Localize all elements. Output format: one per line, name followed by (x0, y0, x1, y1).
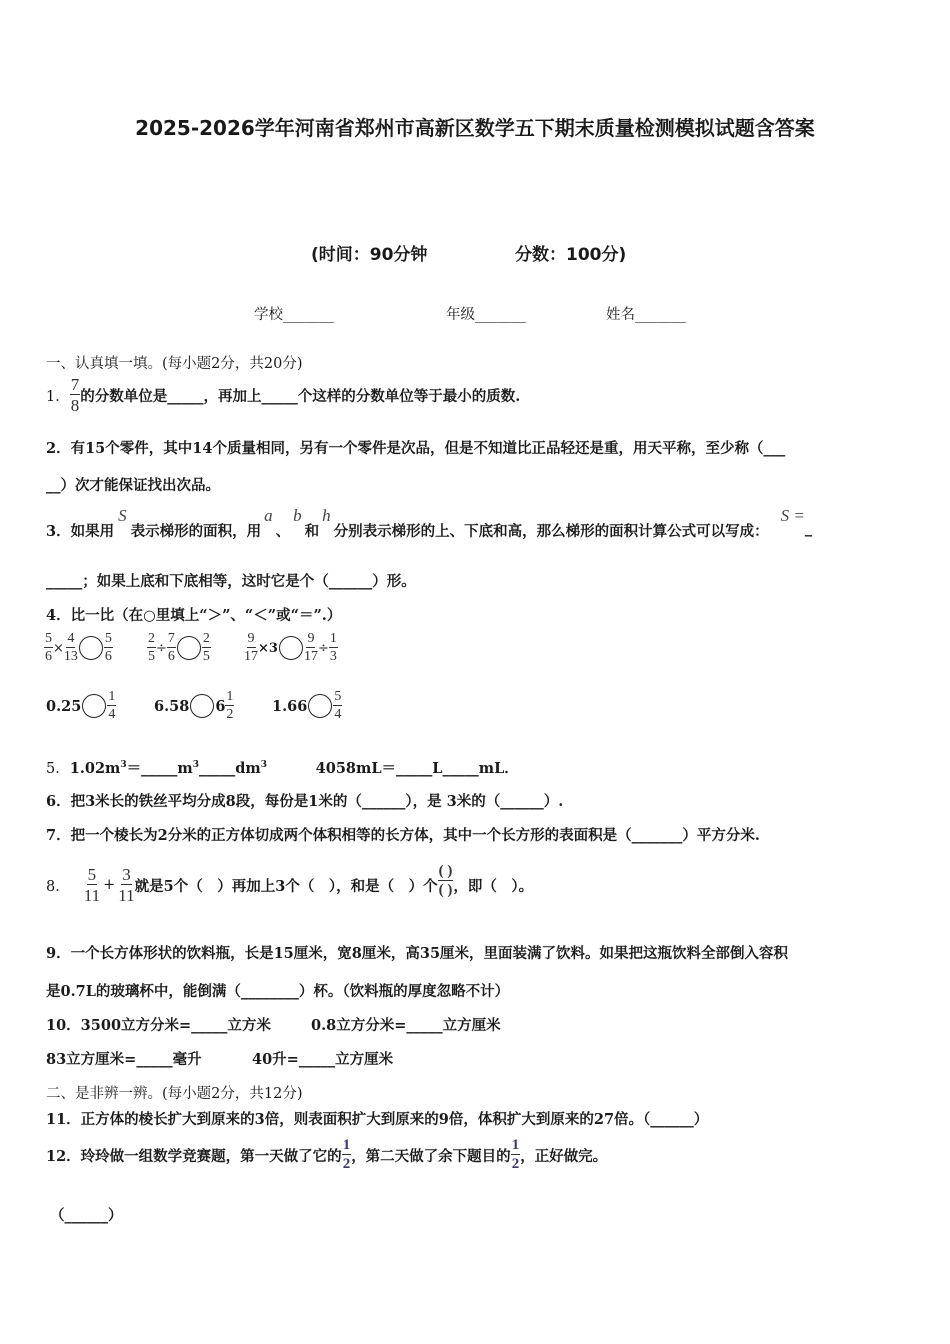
frac-num: 1 (226, 689, 234, 704)
q4-r1c-op: ×3 (258, 640, 278, 656)
frac-num: 5 (104, 631, 112, 646)
q12-frac2 (511, 1138, 521, 1172)
question-3 (46, 506, 812, 546)
question-10-c: 83立方厘米=_____毫升 (46, 1051, 202, 1068)
question-2-line1: 2．有15个零件，其中14个质量相同，另有一个零件是次品，但是不知道比正品轻还是重，用天平称，至少称（___ (46, 440, 786, 457)
frac-den: 6 (104, 649, 112, 664)
q1-number: 1． (46, 388, 70, 405)
q4-r1c-frac3 (329, 632, 338, 664)
q1-fraction (70, 376, 81, 414)
question-5 (46, 757, 519, 778)
question-12-answer[interactable]: （______） (50, 1207, 123, 1224)
q8-text-1: 就是5个（ ）再加上3个（ ），和是（ ）个 (134, 877, 438, 895)
q5-part2: ＝_____m (126, 760, 193, 777)
q3-formula-blank: _ (804, 520, 813, 537)
q4-compare-3 (244, 632, 338, 664)
q4-r2b-answer-circle[interactable] (190, 694, 214, 718)
frac-num: ( ) (438, 863, 453, 879)
q4-r2a-answer-circle[interactable] (82, 694, 106, 718)
q12-frac1 (342, 1138, 352, 1172)
q12-text-3: ，正好做完。 (520, 1147, 608, 1165)
q4-r1c-op2: ÷ (317, 640, 329, 656)
q3-formula: S = (780, 506, 805, 525)
q4-r1b-frac1 (147, 632, 156, 664)
q5-number: 5． (46, 761, 70, 777)
frac-num: 5 (45, 631, 52, 646)
q4-r2a-value: 0.25 (46, 697, 82, 715)
q4-r1a-answer-circle[interactable] (79, 636, 103, 660)
q8-text-2: ，即（ ）。 (453, 877, 534, 895)
q4-r1a-frac1 (44, 632, 53, 664)
frac-den: 11 (118, 886, 135, 905)
frac-num: 1 (511, 1137, 520, 1153)
q4-r2c-frac (333, 690, 342, 722)
school-field[interactable]: 学校_______ (254, 307, 334, 323)
q8-frac2 (118, 866, 134, 904)
frac-den: 13 (63, 649, 78, 664)
q4-r2b-frac (225, 690, 234, 722)
q3-text-1: 3．如果用 (46, 523, 115, 540)
q4-r2c-answer-circle[interactable] (308, 694, 332, 718)
q4-r1c-answer-circle[interactable] (279, 636, 303, 660)
q4-r1c-frac1 (244, 632, 258, 664)
q8-plus: + (103, 877, 116, 893)
q4-r1b-frac3 (202, 632, 211, 664)
q4-compare-4 (46, 690, 116, 722)
frac-num: 1 (342, 1137, 351, 1153)
q12-text-2: ，第二天做了余下题目的 (351, 1147, 511, 1165)
question-11: 11．正方体的棱长扩大到原来的3倍，则表面积扩大到原来的9倍，体积扩大到原来的27倍。（______） (46, 1111, 709, 1128)
q3-var-b: b (293, 506, 302, 525)
q4-r1c-frac2 (304, 632, 318, 664)
frac-den: 11 (83, 886, 101, 905)
q4-compare-2 (147, 632, 211, 664)
frac-num: 1 (108, 689, 116, 704)
q5-sup-1: 3 (120, 760, 127, 771)
frac-num: 9 (307, 631, 315, 646)
q4-r2b-whole: 6 (215, 697, 226, 715)
frac-den: ( ) (438, 882, 453, 898)
q8-frac-blank[interactable] (438, 864, 454, 898)
frac-den: 2 (342, 1156, 351, 1172)
frac-den: 4 (334, 707, 342, 722)
frac-num: 9 (247, 631, 255, 646)
q4-compare-6 (272, 690, 342, 722)
question-7: 7．把一个棱长为2分米的正方体切成两个体积相等的长方体，其中一个长方形的表面积是（_______）平方分米. (46, 827, 760, 844)
q8-number: 8． (46, 878, 70, 895)
question-3-line2: _____；如果上底和下底相等，这时它是个（______）形。 (46, 573, 416, 590)
frac-num: 3 (122, 865, 131, 884)
q3-var-h: h (322, 506, 331, 525)
frac-num: 5 (87, 865, 97, 884)
q1-text: 的分数单位是_____，再加上_____个这样的分数单位等于最小的质数. (80, 387, 521, 405)
question-9-line1: 9．一个长方体形状的饮料瓶，长是15厘米，宽8厘米，高35厘米，里面装满了饮料。如果把这瓶饮料全部倒入容积 (46, 945, 789, 962)
q5-part1: 1.02m (69, 760, 121, 777)
q4-r1b-answer-circle[interactable] (177, 636, 201, 660)
q4-compare-5 (154, 690, 234, 722)
frac-num: 5 (334, 689, 342, 704)
question-1 (46, 376, 520, 414)
page-title: 2025-2026学年河南省郑州市高新区数学五下期末质量检测模拟试题含答案 (135, 116, 815, 140)
question-9-line2: 是0.7L的玻璃杯中，能倒满（________）杯。（饮料瓶的厚度忽略不计） (46, 983, 510, 1000)
frac-den: 2 (226, 707, 234, 722)
q4-r1a-frac2 (64, 632, 78, 664)
frac-den: 5 (148, 649, 155, 664)
q4-compare-1 (44, 632, 113, 664)
q3-var-a: a (264, 506, 273, 525)
section1-heading: 一、认真填一填。(每小题2分，共20分) (46, 356, 303, 372)
frac-num: 4 (67, 631, 75, 646)
frac-den: 4 (108, 707, 116, 722)
frac-den: 6 (167, 649, 175, 664)
q8-frac1 (84, 866, 100, 904)
question-4: 4．比一比（在○里填上“＞”、“＜”或“＝”.） (46, 607, 342, 624)
section2-heading: 二、是非辨一辨。(每小题2分，共12分) (46, 1086, 303, 1102)
exam-score: 分数：100分) (515, 245, 627, 265)
exam-time: (时间：90分钟 (311, 245, 428, 265)
frac-den: 17 (244, 649, 258, 664)
q4-r1a-op: × (53, 640, 64, 656)
frac-num: 2 (148, 631, 155, 646)
question-10-b: 0.8立方分米=_____立方厘米 (311, 1017, 501, 1034)
frac-num: 2 (202, 631, 210, 646)
q5-sup-3: 3 (260, 760, 268, 771)
q4-r2b-value: 6.58 (154, 697, 190, 715)
q3-text-2: 表示梯形的面积，用 (130, 523, 262, 540)
frac-den: 5 (202, 649, 210, 664)
question-8 (46, 858, 533, 912)
q1-frac-den: 8 (70, 396, 80, 415)
frac-den: 2 (511, 1156, 520, 1172)
q4-r2c-value: 1.66 (272, 697, 308, 715)
q1-frac-num: 7 (70, 375, 80, 394)
q3-var-s: S (118, 506, 127, 525)
q3-text-3: 分别表示梯形的上、下底和高，那么梯形的面积计算公式可以写成： (333, 523, 769, 540)
q4-r2a-frac (107, 690, 116, 722)
question-12 (46, 1133, 607, 1177)
question-6: 6．把3米长的铁丝平均分成8段，每份是1米的（______），是 3米的（______）. (46, 793, 564, 810)
question-10-a: 10．3500立方分米=_____立方米 (46, 1017, 271, 1034)
q5-sup-2: 3 (192, 760, 200, 771)
q3-and: 和 (304, 523, 320, 540)
question-2-line2: __）次才能保证找出次品。 (46, 477, 220, 494)
q12-text-1: 12．玲玲做一组数学竞赛题，第一天做了它的 (46, 1147, 342, 1165)
question-10-d: 40升=_____立方厘米 (252, 1051, 394, 1068)
frac-num: 1 (329, 631, 337, 646)
grade-field[interactable]: 年级_______ (446, 307, 526, 323)
q3-sep: 、 (275, 523, 291, 540)
q4-r1b-frac2 (167, 632, 176, 664)
name-field[interactable]: 姓名_______ (606, 307, 686, 323)
q4-r1a-frac3 (104, 632, 113, 664)
q5-part4: 4058mL＝_____L_____mL． (315, 760, 519, 777)
frac-den: 3 (329, 649, 337, 664)
q4-r1b-op: ÷ (156, 640, 167, 656)
frac-den: 17 (303, 649, 318, 664)
frac-den: 6 (45, 649, 52, 664)
frac-num: 7 (167, 631, 175, 646)
q5-part3: _____dm (199, 760, 261, 777)
